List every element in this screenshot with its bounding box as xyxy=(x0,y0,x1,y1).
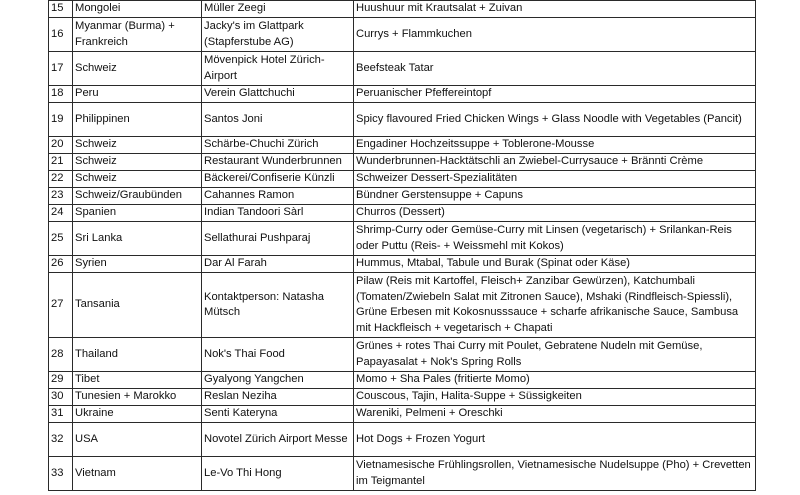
table-row xyxy=(49,18,756,52)
country-cell: Schweiz xyxy=(73,52,202,86)
restaurant-cell: Restaurant Wunderbrunnen xyxy=(202,154,354,171)
dish-cell: Grünes + rotes Thai Curry mit Poulet, Gebratene Nudeln mit Gemüse, Papayasalat + Nok's Spring Rolls xyxy=(354,338,756,372)
restaurant-cell: Senti Kateryna xyxy=(202,406,354,423)
table-row xyxy=(49,205,756,222)
country-cell: Syrien xyxy=(73,256,202,273)
restaurant-cell: Dar Al Farah xyxy=(202,256,354,273)
dish-cell: Shrimp-Curry oder Gemüse-Curry mit Linsen (vegetarisch) + Srilankan-Reis oder Puttu (Reis- + Weissmehl mit Kokos) xyxy=(354,222,756,256)
table-body xyxy=(49,1,756,491)
row-number-cell: 24 xyxy=(49,205,73,222)
table-row xyxy=(49,273,756,338)
country-cell: Vietnam xyxy=(73,457,202,491)
table-row xyxy=(49,1,756,18)
row-number-cell: 33 xyxy=(49,457,73,491)
table-row xyxy=(49,137,756,154)
country-cell: Mongolei xyxy=(73,1,202,18)
row-number-cell: 27 xyxy=(49,273,73,338)
restaurant-cell: Bäckerei/Confiserie Künzli xyxy=(202,171,354,188)
restaurant-cell: Nok's Thai Food xyxy=(202,338,354,372)
country-cell: Tunesien + Marokko xyxy=(73,389,202,406)
country-cell: Myanmar (Burma) + Frankreich xyxy=(73,18,202,52)
restaurant-cell: Santos Joni xyxy=(202,103,354,137)
row-number-cell: 30 xyxy=(49,389,73,406)
dish-cell: Wareniki, Pelmeni + Oreschki xyxy=(354,406,756,423)
table-row xyxy=(49,457,756,491)
restaurant-cell: Sellathurai Pushparaj xyxy=(202,222,354,256)
country-cell: Tansania xyxy=(73,273,202,338)
restaurant-cell: Schärbe-Chuchi Zürich xyxy=(202,137,354,154)
restaurant-cell: Le-Vo Thi Hong xyxy=(202,457,354,491)
dish-cell: Pilaw (Reis mit Kartoffel, Fleisch+ Zanzibar Gewürzen), Katchumbali (Tomaten/Zwiebeln Salat mit Zitronen Sauce), Mshaki (Rindfleisch-Spiessli), Grüne Erbesen mit Kokosnusssauce + scharfe afrikanische Sauce, Sambusa mit Hackfleisch + vegetarisch + Chapati xyxy=(354,273,756,338)
restaurant-cell: Jacky's im Glattpark (Stapferstube AG) xyxy=(202,18,354,52)
country-cell: Schweiz/Graubünden xyxy=(73,188,202,205)
country-cell: Schweiz xyxy=(73,171,202,188)
dish-cell: Beefsteak Tatar xyxy=(354,52,756,86)
dish-cell: Couscous, Tajin, Halita-Suppe + Süssigkeiten xyxy=(354,389,756,406)
country-cell: Schweiz xyxy=(73,154,202,171)
dish-cell: Peruanischer Pfeffereintopf xyxy=(354,86,756,103)
table-row xyxy=(49,222,756,256)
country-cell: Tibet xyxy=(73,372,202,389)
row-number-cell: 16 xyxy=(49,18,73,52)
table-row xyxy=(49,406,756,423)
row-number-cell: 23 xyxy=(49,188,73,205)
country-cell: Sri Lanka xyxy=(73,222,202,256)
food-vendors-table-container xyxy=(48,0,756,491)
country-cell: Peru xyxy=(73,86,202,103)
restaurant-cell: Novotel Zürich Airport Messe xyxy=(202,423,354,457)
row-number-cell: 28 xyxy=(49,338,73,372)
row-number-cell: 26 xyxy=(49,256,73,273)
table-row xyxy=(49,154,756,171)
country-cell: Thailand xyxy=(73,338,202,372)
table-row xyxy=(49,86,756,103)
dish-cell: Huushuur mit Krautsalat + Zuivan xyxy=(354,1,756,18)
restaurant-cell: Cahannes Ramon xyxy=(202,188,354,205)
restaurant-cell: Verein Glattchuchi xyxy=(202,86,354,103)
restaurant-cell: Kontaktperson: Natasha Mütsch xyxy=(202,273,354,338)
row-number-cell: 15 xyxy=(49,1,73,18)
dish-cell: Vietnamesische Frühlingsrollen, Vietnamesische Nudelsuppe (Pho) + Crevetten im Teigmantel xyxy=(354,457,756,491)
row-number-cell: 21 xyxy=(49,154,73,171)
restaurant-cell: Müller Zeegi xyxy=(202,1,354,18)
dish-cell: Spicy flavoured Fried Chicken Wings + Glass Noodle with Vegetables (Pancit) xyxy=(354,103,756,137)
row-number-cell: 25 xyxy=(49,222,73,256)
table-row xyxy=(49,256,756,273)
restaurant-cell: Gyalyong Yangchen xyxy=(202,372,354,389)
row-number-cell: 31 xyxy=(49,406,73,423)
food-vendors-table xyxy=(48,0,756,491)
row-number-cell: 18 xyxy=(49,86,73,103)
row-number-cell: 19 xyxy=(49,103,73,137)
restaurant-cell: Reslan Neziha xyxy=(202,389,354,406)
country-cell: Schweiz xyxy=(73,137,202,154)
dish-cell: Bündner Gerstensuppe + Capuns xyxy=(354,188,756,205)
dish-cell: Schweizer Dessert-Spezialitäten xyxy=(354,171,756,188)
country-cell: Philippinen xyxy=(73,103,202,137)
dish-cell: Momo + Sha Pales (fritierte Momo) xyxy=(354,372,756,389)
dish-cell: Churros (Dessert) xyxy=(354,205,756,222)
row-number-cell: 17 xyxy=(49,52,73,86)
table-row xyxy=(49,389,756,406)
row-number-cell: 22 xyxy=(49,171,73,188)
row-number-cell: 29 xyxy=(49,372,73,389)
restaurant-cell: Indian Tandoori Sàrl xyxy=(202,205,354,222)
country-cell: Ukraine xyxy=(73,406,202,423)
dish-cell: Hummus, Mtabal, Tabule und Burak (Spinat oder Käse) xyxy=(354,256,756,273)
table-row xyxy=(49,372,756,389)
restaurant-cell: Mövenpick Hotel Zürich-Airport xyxy=(202,52,354,86)
table-row xyxy=(49,188,756,205)
table-row xyxy=(49,103,756,137)
country-cell: USA xyxy=(73,423,202,457)
table-row xyxy=(49,171,756,188)
row-number-cell: 20 xyxy=(49,137,73,154)
row-number-cell: 32 xyxy=(49,423,73,457)
dish-cell: Wunderbrunnen-Hacktätschli an Zwiebel-Currysauce + Brännti Crème xyxy=(354,154,756,171)
dish-cell: Hot Dogs + Frozen Yogurt xyxy=(354,423,756,457)
dish-cell: Currys + Flammkuchen xyxy=(354,18,756,52)
table-row xyxy=(49,338,756,372)
country-cell: Spanien xyxy=(73,205,202,222)
table-row xyxy=(49,52,756,86)
dish-cell: Engadiner Hochzeitssuppe + Toblerone-Mousse xyxy=(354,137,756,154)
table-row xyxy=(49,423,756,457)
